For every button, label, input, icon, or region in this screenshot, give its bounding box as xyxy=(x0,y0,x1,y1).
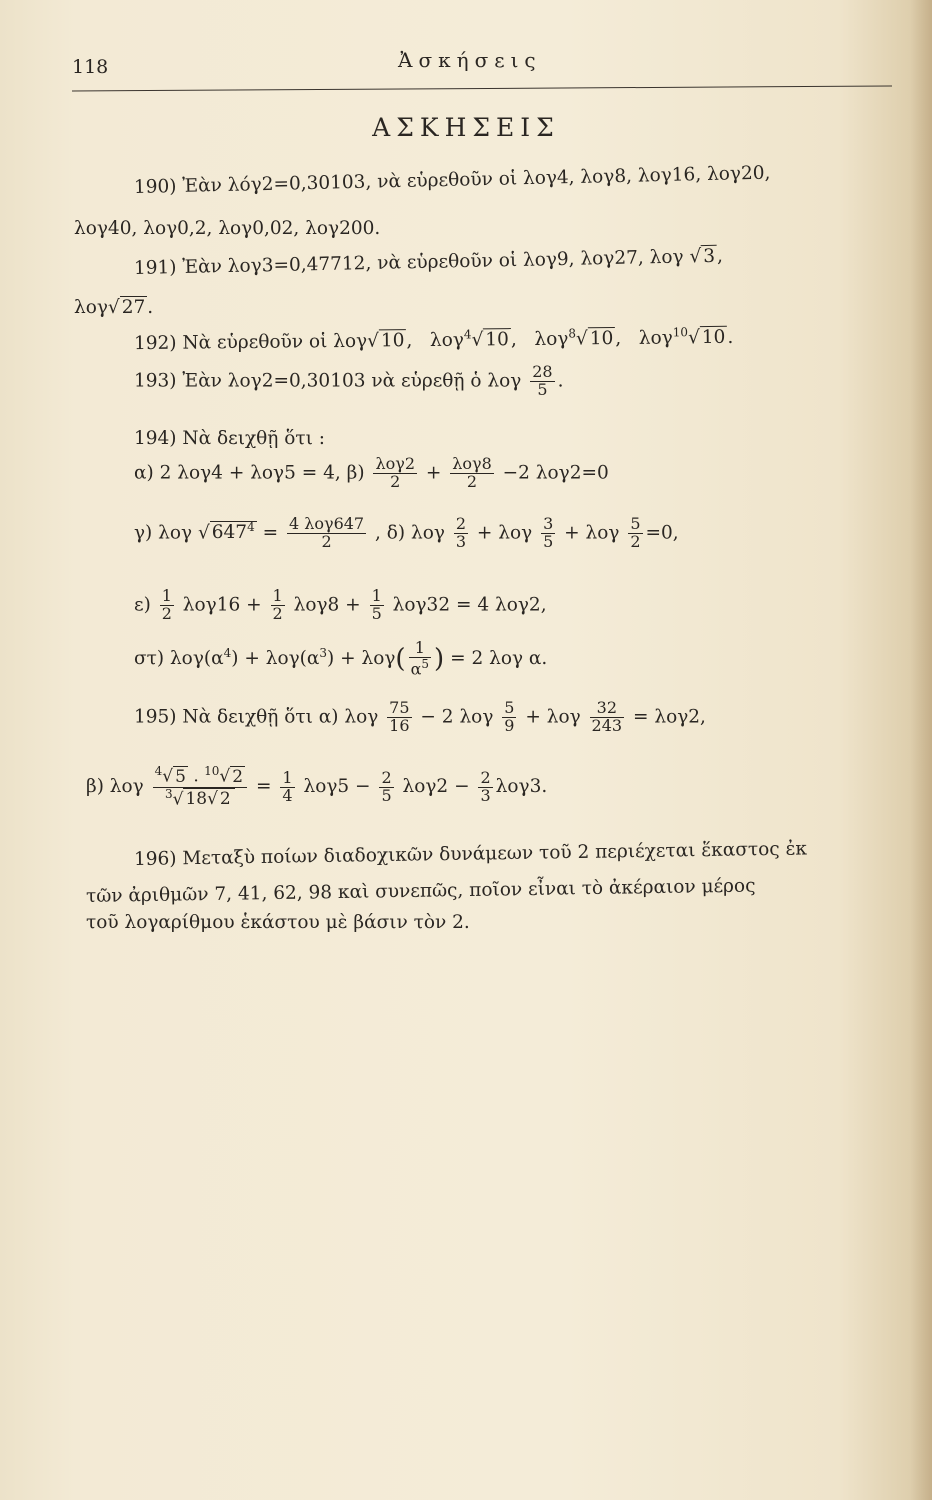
denominator: 243 xyxy=(591,715,623,735)
radicand-10-c: 10 xyxy=(588,327,616,349)
denominator xyxy=(409,658,431,678)
root-index-3: 3 xyxy=(164,786,173,801)
fraction-75-16 xyxy=(387,700,411,735)
exercise-196-line-2: τῶν ἀριθμῶν 7, 41, 62, 98 καὶ συνεπῶς, ποῖον εἶναι τὸ ἀκέραιον μέρος xyxy=(85,875,756,907)
numerator: 2 xyxy=(455,514,466,533)
radicand-647 xyxy=(210,521,257,543)
numerator: 1 xyxy=(282,767,293,787)
running-header: Ἀσκήσεις xyxy=(398,48,542,72)
log-label: λογ xyxy=(74,297,108,318)
right-paren: ) xyxy=(434,643,445,674)
ex195-mid-2: + λογ xyxy=(525,706,581,728)
epsilon-term-1: λογ16 + xyxy=(182,594,262,616)
denominator: 2 xyxy=(321,531,332,551)
exercise-194-gamma-delta: γ) λογ √ $647^4$ = $\frac{\text{4 λογ647}}{2}$ , δ) λογ $\frac{2}{3}$ + λογ $\frac{3}{5}$ + λογ $\frac{5}{2}$ =0, xyxy=(134,514,679,551)
fraction-3-5 xyxy=(541,516,555,551)
radicand-value: 647 xyxy=(211,522,248,544)
log-4: λογ xyxy=(429,329,465,352)
fraction-32-243 xyxy=(590,700,625,735)
fraction-28-5 xyxy=(530,364,554,399)
exercise-191-text: 191) Ἐὰν λογ3=0,47712, νὰ εὑρεθοῦν οἱ λογ9, λογ27, λογ xyxy=(133,246,684,279)
item-alpha: α) 2 λογ4 + λογ5 = 4, β) xyxy=(134,462,365,484)
denominator: 3 xyxy=(480,785,491,805)
exercise-195-beta xyxy=(86,765,547,809)
root-index-10: 10 xyxy=(204,764,220,778)
stigma-mid: ) + λογ(α xyxy=(231,647,320,669)
numerator: 5 xyxy=(630,514,641,533)
radicand-27: 27 xyxy=(121,297,146,318)
exercise-195-alpha xyxy=(134,700,706,735)
fraction-2-5 xyxy=(379,767,393,805)
exercise-195-text: 195) Νὰ δειχθῇ ὅτι α) λογ xyxy=(134,706,379,728)
radicand-3: 3 xyxy=(701,245,717,267)
radicand-inner-2: 2 xyxy=(219,789,231,810)
denominator: $^3$√ 18√ 2 xyxy=(153,788,247,810)
exercise-193: 193) Ἐὰν λογ2=0,30103 νὰ εὑρεθῇ ὁ λογ $\frac{28}{5}$ . xyxy=(134,362,564,399)
root-index-10: 10 xyxy=(672,325,689,340)
numerator: $^4$√ 5 . $^{10}$√ 2 xyxy=(153,765,247,788)
beta-term-1: λογ5 − xyxy=(303,776,371,797)
exercise-196-line-3: τοῦ λογαρίθμου ἑκάστου μὲ βάσιν τὸν 2. xyxy=(86,912,470,933)
fraction-2-3 xyxy=(454,516,468,551)
fraction-log8-2 xyxy=(450,456,494,491)
denominator: 5 xyxy=(537,379,548,399)
root-index-4: 4 xyxy=(463,327,472,342)
beta-term-2: λογ2 − xyxy=(402,776,470,797)
page-number: 118 xyxy=(72,56,109,78)
exercise-191-line-2: λογ√ 27 . xyxy=(74,297,154,318)
fraction-log2-2 xyxy=(373,456,417,491)
ex195-mid-1: − 2 λογ xyxy=(420,706,494,728)
denominator: 5 xyxy=(381,785,392,805)
numerator: 1 xyxy=(272,586,283,605)
exercise-194-epsilon xyxy=(134,588,547,623)
radicand-10-b: 10 xyxy=(483,328,511,350)
log-8: λογ xyxy=(534,328,569,350)
fraction-2-3 xyxy=(478,767,492,805)
numerator: λογ2 xyxy=(375,454,415,473)
fraction-4log647-2 xyxy=(287,516,366,551)
exponent-5: 5 xyxy=(421,656,430,671)
denominator: 2 xyxy=(630,531,641,551)
fraction-5-2 xyxy=(628,516,642,551)
numerator: 28 xyxy=(532,362,553,381)
fraction-5-9 xyxy=(502,700,516,735)
item-stigma: στ) λογ(α xyxy=(134,647,224,669)
numerator: 1 xyxy=(409,640,431,658)
exponent-3: 3 xyxy=(319,645,327,660)
radicand-10-a: 10 xyxy=(379,329,407,351)
exercise-192-text: 192) Νὰ εὑρεθοῦν οἱ λογ xyxy=(133,330,368,355)
numerator: 1 xyxy=(161,586,172,605)
item-delta: , δ) λογ xyxy=(375,522,445,544)
exercise-194-intro: 194) Νὰ δειχθῇ ὅτι : xyxy=(134,428,325,449)
numerator: λογ8 xyxy=(452,454,492,473)
numerator: 5 xyxy=(504,698,515,717)
denominator: 5 xyxy=(543,531,554,551)
numerator: 2 xyxy=(381,767,392,787)
fraction-radicals xyxy=(153,765,247,809)
denominator: 2 xyxy=(390,471,401,491)
denominator: 2 xyxy=(161,603,172,623)
numerator: 2 xyxy=(480,767,491,787)
radicand-5: 5 xyxy=(175,766,186,787)
exercise-194-alpha-beta: α) 2 λογ4 + λογ5 = 4, β) $\frac{\text{λογ2}}{2}$ + $\frac{\text{λογ8}}{2}$ −2 λογ2=0 xyxy=(134,454,609,491)
item-epsilon: ε) xyxy=(134,594,151,616)
exponent-4: 4 xyxy=(223,645,232,660)
item-beta-tail: −2 λογ2=0 xyxy=(502,462,609,484)
root-index-4: 4 xyxy=(154,764,163,778)
ex195-beta-pre: β) λογ xyxy=(86,776,144,797)
book-spine-shadow xyxy=(910,0,932,1500)
denominator: 5 xyxy=(371,603,382,623)
radicand-18: 18 xyxy=(185,789,208,810)
numerator: 3 xyxy=(543,514,554,533)
exercise-191-line-1: 191) Ἐὰν λογ3=0,47712, νὰ εὑρεθοῦν οἱ λογ9, λογ27, λογ √3, xyxy=(133,245,724,279)
fraction-1-alpha5 xyxy=(409,640,431,678)
denominator: 9 xyxy=(504,715,515,735)
exercise-193-text: 193) Ἐὰν λογ2=0,30103 νὰ εὑρεθῇ ὁ λογ xyxy=(134,370,522,392)
log-10: λογ xyxy=(638,327,673,349)
equals: = xyxy=(255,776,272,797)
beta-term-3: λογ3. xyxy=(495,776,548,797)
exercise-196-line-1: 196) Μεταξὺ ποίων διαδοχικῶν δυνάμεων τοῦ 2 περιέχεται ἕκαστος ἐκ xyxy=(133,838,808,870)
denominator: 3 xyxy=(455,531,466,551)
alpha: α xyxy=(410,659,422,679)
denominator: 2 xyxy=(466,471,478,491)
fraction-1-2-b xyxy=(271,588,285,623)
exercise-194-stigma xyxy=(134,640,547,678)
exercise-190-line-1: 190) Ἐὰν λόγ2=0,30103, νὰ εὑρεθοῦν οἱ λογ4, λογ8, λογ16, λογ20, xyxy=(133,162,771,198)
fraction-1-2-a xyxy=(160,588,174,623)
numerator: 32 xyxy=(590,700,625,718)
left-paren: ( xyxy=(395,643,406,674)
radicand-2: 2 xyxy=(232,766,244,787)
radicand-18-root2: 18√ 2 xyxy=(183,788,234,809)
stigma-mid-2: ) + λογ xyxy=(327,647,396,669)
dot: . xyxy=(187,766,205,787)
numerator: 4 λογ647 xyxy=(288,514,365,533)
item-delta-tail: =0, xyxy=(645,522,679,544)
exercise-190-line-2: λογ40, λογ0,2, λογ0,02, λογ200. xyxy=(74,218,381,239)
radicand-10-d: 10 xyxy=(700,326,728,348)
exponent-4: 4 xyxy=(247,520,255,535)
epsilon-term-3: λογ32 = 4 λογ2, xyxy=(392,594,547,616)
numerator: 1 xyxy=(371,586,382,605)
root-index-8: 8 xyxy=(568,326,576,341)
ex195-tail: = λογ2, xyxy=(632,706,706,728)
exercise-192: 192) Νὰ εὑρεθοῦν οἱ λογ√10, λογ$^4$√10, λογ$^8$√10, λογ$^{10}$√10. xyxy=(133,325,734,355)
stigma-tail: = 2 λογ α. xyxy=(450,647,548,669)
fraction-1-5 xyxy=(370,588,384,623)
denominator: 2 xyxy=(272,603,283,623)
numerator: 75 xyxy=(389,698,410,717)
epsilon-term-2: λογ8 + xyxy=(293,594,361,616)
section-title: ΑΣΚΗΣΕΙΣ xyxy=(372,113,560,142)
item-gamma: γ) λογ xyxy=(134,522,193,544)
denominator: 16 xyxy=(389,715,410,735)
denominator: 4 xyxy=(282,785,293,805)
fraction-1-4 xyxy=(280,767,294,805)
